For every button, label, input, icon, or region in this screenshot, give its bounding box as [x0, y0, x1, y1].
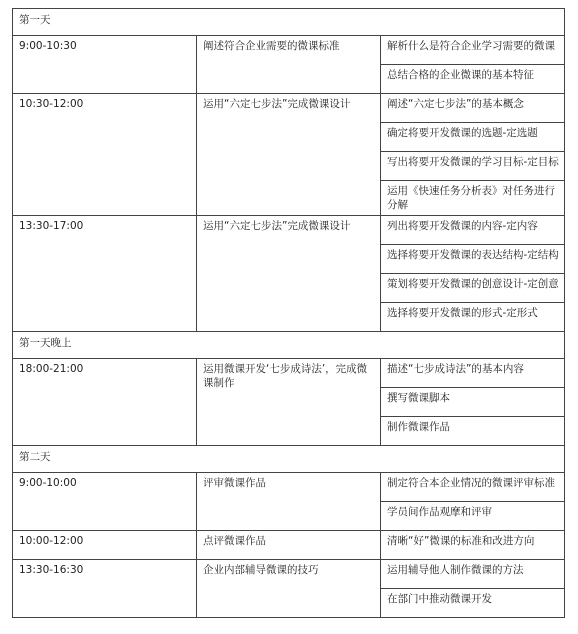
table-row: [13, 36, 565, 65]
session-topic: 点评微课作品: [197, 531, 381, 560]
session-time: 9:00-10:30: [13, 36, 197, 94]
schedule-table: [12, 8, 565, 618]
session-item: 解析什么是符合企业学习需要的微课: [381, 36, 565, 65]
day-header: 第一天晚上: [13, 332, 565, 359]
session-item: 阐述“六定七步法”的基本概念: [381, 94, 565, 123]
session-item: 运用《快速任务分析表》对任务进行分解: [381, 181, 565, 216]
session-item: 在部门中推动微课开发: [381, 589, 565, 618]
session-item: 描述“七步成诗法”的基本内容: [381, 359, 565, 388]
table-row: [13, 531, 565, 560]
session-time: 13:30-16:30: [13, 560, 197, 618]
session-item: 确定将要开发微课的选题-定选题: [381, 123, 565, 152]
session-item: 制定符合本企业情况的微课评审标准: [381, 473, 565, 502]
session-item: 制作微课作品: [381, 417, 565, 446]
session-item: 运用辅导他人制作微课的方法: [381, 560, 565, 589]
session-topic: 企业内部辅导微课的技巧: [197, 560, 381, 618]
session-time: 9:00-10:00: [13, 473, 197, 531]
session-topic: 运用“六定七步法”完成微课设计: [197, 94, 381, 216]
session-time: 13:30-17:00: [13, 216, 197, 332]
session-topic: 阐述符合企业需要的微课标准: [197, 36, 381, 94]
session-item: 策划将要开发微课的创意设计-定创意: [381, 274, 565, 303]
session-item: 列出将要开发微课的内容-定内容: [381, 216, 565, 245]
session-topic: 运用微课开发‘七步成诗法’，完成微课制作: [197, 359, 381, 446]
day-header: 第二天: [13, 446, 565, 473]
session-item: 选择将要开发微课的表达结构-定结构: [381, 245, 565, 274]
session-item: 清晰“好”微课的标准和改进方向: [381, 531, 565, 560]
table-row: [13, 359, 565, 388]
day-header-row: [13, 332, 565, 359]
day-header: 第一天: [13, 9, 565, 36]
session-item: 选择将要开发微课的形式-定形式: [381, 303, 565, 332]
session-item: 写出将要开发微课的学习目标-定目标: [381, 152, 565, 181]
session-item: 总结合格的企业微课的基本特征: [381, 65, 565, 94]
session-time: 10:30-12:00: [13, 94, 197, 216]
day-header-row: [13, 9, 565, 36]
session-item: 撰写微课脚本: [381, 388, 565, 417]
table-row: [13, 560, 565, 589]
session-time: 18:00-21:00: [13, 359, 197, 446]
session-time: 10:00-12:00: [13, 531, 197, 560]
schedule-body: [13, 9, 565, 618]
session-topic: 评审微课作品: [197, 473, 381, 531]
session-topic: 运用“六定七步法”完成微课设计: [197, 216, 381, 332]
table-row: [13, 473, 565, 502]
table-row: [13, 94, 565, 123]
table-row: [13, 216, 565, 245]
day-header-row: [13, 446, 565, 473]
session-item: 学员间作品观摩和评审: [381, 502, 565, 531]
